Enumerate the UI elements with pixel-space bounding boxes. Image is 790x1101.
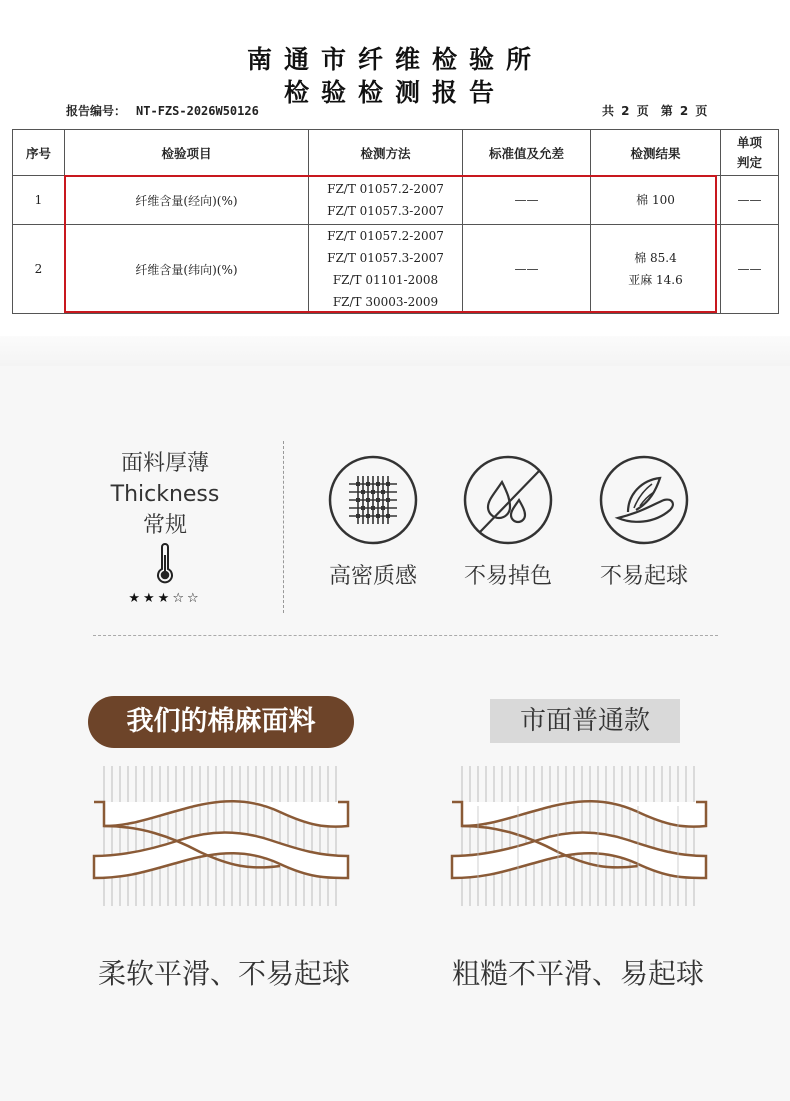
- no-fade-drops-icon: [462, 454, 554, 546]
- header-no: 序号: [13, 130, 65, 176]
- row-no: 2: [13, 225, 65, 314]
- feature-label-dense: 高密质感: [328, 564, 417, 589]
- thickness-value: 常规: [142, 513, 187, 538]
- our-fabric-caption: 柔软平滑、不易起球: [97, 957, 350, 990]
- report-page-info: 共 2 页 第 2 页: [602, 104, 708, 118]
- header-standard: 标准值及允差: [463, 130, 591, 176]
- row-methods: [309, 176, 463, 225]
- thermometer-icon: [155, 543, 175, 585]
- result-line: 棉 100: [636, 193, 675, 207]
- row-standard: ——: [463, 176, 591, 225]
- header-result: 检测结果: [591, 130, 721, 176]
- row-methods: [309, 225, 463, 314]
- row-results: [591, 176, 721, 225]
- section-divider: [0, 336, 790, 366]
- report-number: [66, 102, 259, 119]
- row-standard: ——: [463, 225, 591, 314]
- method-line: FZ/T 01057.3-2007: [327, 204, 444, 218]
- method-line: FZ/T 01057.3-2007: [327, 251, 444, 265]
- feature-label-nofade: 不易掉色: [463, 564, 552, 589]
- thickness-block: [90, 448, 240, 606]
- report-table: [12, 129, 779, 314]
- header-judgement: 单项 判定: [721, 130, 779, 176]
- row-judgement: ——: [721, 176, 779, 225]
- thickness-title-en: Thickness: [110, 482, 220, 507]
- horizontal-divider: [93, 635, 718, 636]
- thickness-title: 面料厚薄: [120, 451, 209, 476]
- vertical-divider: [283, 441, 284, 613]
- method-line: FZ/T 01057.2-2007: [327, 229, 444, 243]
- no-pilling-leaf-icon: [598, 454, 690, 546]
- ordinary-fabric-caption: 粗糙不平滑、易起球: [451, 957, 704, 990]
- dense-weave-icon: [327, 454, 419, 546]
- table-row: [13, 225, 779, 314]
- our-fabric-badge: 我们的棉麻面料: [88, 696, 354, 748]
- result-line: 亚麻 14.6: [628, 273, 683, 287]
- result-line: 棉 85.4: [634, 251, 677, 265]
- ordinary-fabric-tag: 市面普通款: [490, 699, 680, 743]
- rough-weave-diagram: [448, 766, 708, 906]
- method-line: FZ/T 01057.2-2007: [327, 182, 444, 196]
- report-institute-title: 南通市纤维检验所: [246, 45, 543, 74]
- row-item: 纤维含量(纬向)(%): [65, 225, 309, 314]
- table-row: [13, 176, 779, 225]
- report-number-label: 报告编号：: [66, 104, 127, 118]
- report-number-value: NT-FZS-2026W50126: [136, 104, 259, 118]
- header-method: 检测方法: [309, 130, 463, 176]
- row-item: 纤维含量(经向)(%): [65, 176, 309, 225]
- smooth-weave-diagram: [90, 766, 350, 906]
- row-judgement: ——: [721, 225, 779, 314]
- thickness-stars: ★★★☆☆: [128, 591, 202, 606]
- row-results: [591, 225, 721, 314]
- method-line: FZ/T 01101-2008: [332, 273, 439, 287]
- features-panel: [0, 366, 790, 1101]
- test-report: [0, 0, 790, 336]
- report-doc-title: 检验检测报告: [283, 78, 506, 107]
- method-line: FZ/T 30003-2009: [332, 295, 439, 309]
- feature-label-nopilling: 不易起球: [599, 564, 688, 589]
- row-no: 1: [13, 176, 65, 225]
- table-header-row: [13, 130, 779, 176]
- header-item: 检验项目: [65, 130, 309, 176]
